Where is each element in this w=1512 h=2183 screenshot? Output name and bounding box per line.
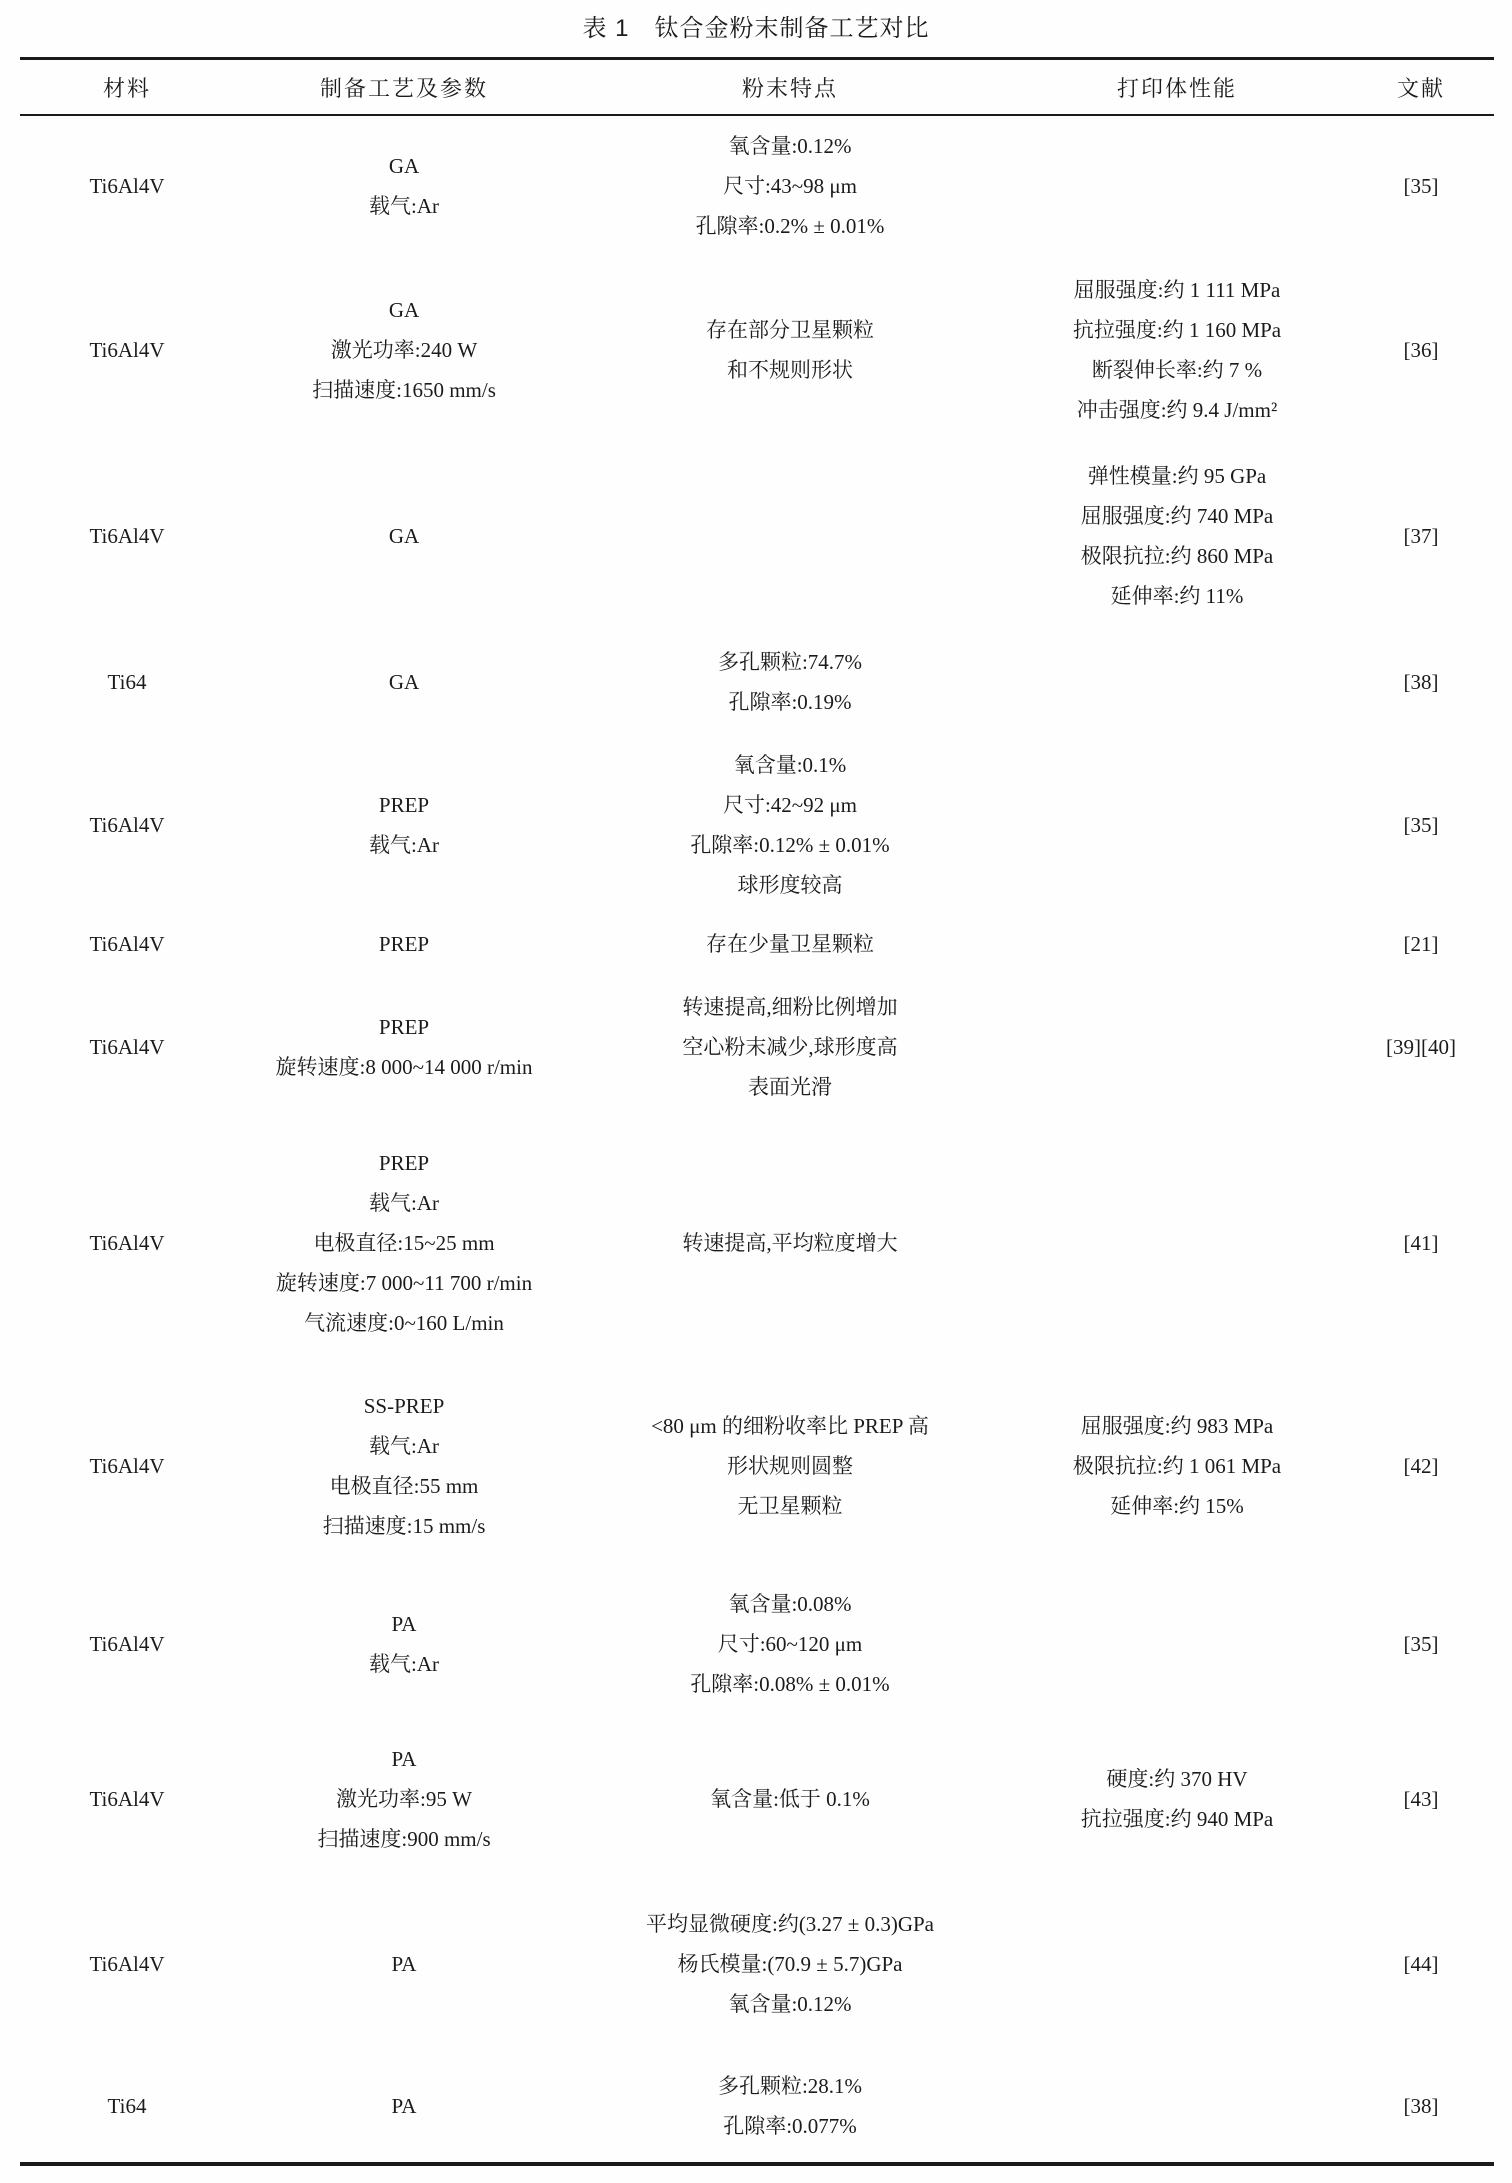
- powder-line: 尺寸:43~98 μm: [722, 174, 858, 198]
- powder-line: 杨氏模量:(70.9 ± 5.7)GPa: [677, 1951, 903, 1976]
- table-body: [20, 116, 1494, 2162]
- ref-line: [36]: [1403, 337, 1439, 362]
- process-line: PA: [391, 2093, 417, 2118]
- process-line: PA: [391, 1951, 417, 1976]
- cell-material: [20, 1779, 234, 1819]
- performance-line: 屈服强度:约 1 111 MPa: [1073, 277, 1281, 302]
- performance-line: 抗拉强度:约 1 160 MPa: [1072, 317, 1282, 342]
- cell-process: [234, 1386, 574, 1546]
- powder-line: 球形度较高: [737, 872, 843, 897]
- material-line: Ti6Al4V: [89, 523, 165, 548]
- table-row: [20, 116, 1494, 256]
- column-header-performance: 打印体性能: [1116, 75, 1237, 101]
- process-line: 激光功率:240 W: [330, 337, 478, 362]
- process-line: 扫描速度:15 mm/s: [322, 1514, 486, 1538]
- powder-line: 氧含量:低于 0.1%: [710, 1787, 870, 1811]
- table-row: [20, 256, 1494, 443]
- performance-line: 屈服强度:约 740 MPa: [1080, 503, 1274, 528]
- cell-material: [20, 1223, 234, 1263]
- cell-material: [20, 1944, 234, 1984]
- table-row: [20, 973, 1494, 1121]
- powder-line: 氧含量:0.12%: [728, 134, 852, 158]
- table-row: [20, 1878, 1494, 2049]
- process-line: 扫描速度:1650 mm/s: [312, 377, 496, 402]
- ref-line: [44]: [1403, 1951, 1439, 1976]
- material-line: Ti6Al4V: [89, 1787, 165, 1811]
- material-line: Ti6Al4V: [89, 812, 165, 837]
- ref-line: [38]: [1403, 2093, 1439, 2118]
- cell-process: [234, 662, 574, 702]
- cell-material: [20, 1027, 234, 1067]
- cell-material: [20, 662, 234, 702]
- material-line: Ti6Al4V: [89, 1454, 165, 1478]
- powder-line: 空心粉末减少,球形度高: [682, 1035, 898, 1059]
- material-line: Ti6Al4V: [89, 1951, 165, 1976]
- cell-process: [234, 1007, 574, 1087]
- process-line: 气流速度:0~160 L/min: [304, 1310, 504, 1335]
- cell-process: [234, 2086, 574, 2126]
- cell-material: [20, 2086, 234, 2126]
- cell-performance: [1006, 456, 1348, 616]
- cell-powder: [574, 924, 1006, 964]
- material-line: Ti64: [107, 669, 147, 694]
- table-row: [20, 628, 1494, 735]
- performance-line: 冲击强度:约 9.4 J/mm²: [1076, 397, 1278, 422]
- cell-material: [20, 516, 234, 556]
- process-line: 旋转速度:8 000~14 000 r/min: [275, 1055, 533, 1079]
- process-line: PREP: [378, 792, 430, 817]
- powder-line: 氧含量:0.1%: [733, 752, 847, 777]
- cell-ref: [1348, 1446, 1494, 1486]
- cell-ref: [1348, 1223, 1494, 1263]
- material-line: Ti6Al4V: [89, 174, 165, 198]
- powder-line: 孔隙率:0.077%: [723, 2113, 857, 2138]
- cell-material: [20, 330, 234, 370]
- cell-ref: [1348, 166, 1494, 206]
- ref-line: [42]: [1403, 1454, 1439, 1478]
- performance-line: 屈服强度:约 983 MPa: [1080, 1414, 1274, 1438]
- process-line: 载气:Ar: [369, 832, 439, 857]
- powder-line: 多孔颗粒:28.1%: [717, 2073, 863, 2098]
- cell-process: [234, 1604, 574, 1684]
- cell-powder: [574, 642, 1006, 722]
- cell-performance: [1006, 270, 1348, 430]
- ref-line: [38]: [1403, 669, 1439, 694]
- cell-performance: [1006, 1759, 1348, 1839]
- cell-ref: [1348, 2086, 1494, 2126]
- process-line: 旋转速度:7 000~11 700 r/min: [275, 1270, 533, 1295]
- cell-powder: [574, 987, 1006, 1107]
- comparison-table: [20, 57, 1494, 2166]
- ref-line: [35]: [1403, 1632, 1439, 1656]
- powder-line: 孔隙率:0.2% ± 0.01%: [695, 214, 885, 238]
- process-line: PA: [391, 1747, 417, 1771]
- material-line: Ti6Al4V: [89, 337, 165, 362]
- table-row: [20, 735, 1494, 914]
- process-line: GA: [388, 297, 420, 322]
- cell-ref: [1348, 924, 1494, 964]
- process-line: GA: [388, 154, 420, 178]
- column-header-powder: 粉末特点: [741, 75, 838, 101]
- process-line: SS-PREP: [363, 1394, 445, 1418]
- cell-ref: [1348, 1944, 1494, 1984]
- table-row: [20, 1121, 1494, 1364]
- cell-powder: [574, 2066, 1006, 2146]
- ref-line: [21]: [1403, 931, 1439, 956]
- table-bottom-rule: [20, 2162, 1494, 2166]
- performance-line: 断裂伸长率:约 7 %: [1091, 357, 1263, 382]
- table-caption: 表 1 钛合金粉末制备工艺对比: [582, 15, 930, 42]
- cell-process: [234, 146, 574, 226]
- powder-line: 多孔颗粒:74.7%: [717, 649, 863, 674]
- cell-ref: [1348, 1027, 1494, 1067]
- performance-line: 弹性模量:约 95 GPa: [1087, 463, 1267, 488]
- powder-line: 氧含量:0.08%: [728, 1592, 852, 1616]
- process-line: 扫描速度:900 mm/s: [317, 1827, 491, 1851]
- powder-line: 尺寸:60~120 μm: [717, 1632, 863, 1656]
- material-line: Ti6Al4V: [89, 931, 165, 956]
- powder-line: 孔隙率:0.12% ± 0.01%: [690, 832, 890, 857]
- table-row: [20, 2049, 1494, 2162]
- process-line: PREP: [378, 1015, 430, 1039]
- process-line: 激光功率:95 W: [336, 1787, 472, 1811]
- material-line: Ti6Al4V: [89, 1035, 165, 1059]
- performance-line: 硬度:约 370 HV: [1106, 1767, 1248, 1791]
- powder-line: 存在少量卫星颗粒: [706, 931, 874, 956]
- ref-line: [39][40]: [1386, 1035, 1456, 1059]
- powder-line: 和不规则形状: [727, 357, 853, 382]
- powder-line: 存在部分卫星颗粒: [706, 317, 874, 342]
- process-line: PREP: [378, 931, 430, 956]
- cell-powder: [574, 1584, 1006, 1704]
- process-line: 载气:Ar: [369, 194, 439, 218]
- powder-line: 形状规则圆整: [727, 1454, 853, 1478]
- cell-ref: [1348, 662, 1494, 702]
- ref-line: [35]: [1403, 812, 1439, 837]
- cell-powder: [574, 310, 1006, 390]
- process-line: PA: [391, 1612, 417, 1636]
- table-row: [20, 1364, 1494, 1568]
- table-row: [20, 443, 1494, 628]
- powder-line: 无卫星颗粒: [737, 1494, 843, 1518]
- ref-line: [37]: [1403, 523, 1439, 548]
- cell-ref: [1348, 516, 1494, 556]
- performance-line: 延伸率:约 15%: [1110, 1494, 1244, 1518]
- ref-line: [35]: [1403, 174, 1439, 198]
- table-row: [20, 1720, 1494, 1878]
- cell-process: [234, 785, 574, 865]
- cell-ref: [1348, 330, 1494, 370]
- cell-ref: [1348, 1624, 1494, 1664]
- powder-line: 转速提高,细粉比例增加: [682, 995, 898, 1019]
- ref-line: [41]: [1403, 1230, 1439, 1255]
- column-header-process: 制备工艺及参数: [319, 75, 488, 101]
- cell-material: [20, 924, 234, 964]
- cell-powder: [574, 1406, 1006, 1526]
- powder-line: 表面光滑: [748, 1075, 832, 1099]
- cell-process: [234, 290, 574, 410]
- performance-line: 延伸率:约 11%: [1110, 583, 1244, 608]
- process-line: 电极直径:55 mm: [329, 1474, 479, 1498]
- performance-line: 极限抗拉:约 860 MPa: [1080, 543, 1274, 568]
- performance-line: 极限抗拉:约 1 061 MPa: [1072, 1454, 1282, 1478]
- cell-material: [20, 166, 234, 206]
- table-header-row: [20, 60, 1494, 114]
- process-line: 电极直径:15~25 mm: [313, 1230, 495, 1255]
- cell-ref: [1348, 1779, 1494, 1819]
- column-header-reference: 文献: [1396, 75, 1445, 101]
- powder-line: 氧含量:0.12%: [728, 1991, 852, 2016]
- cell-powder: [574, 1223, 1006, 1263]
- powder-line: <80 μm 的细粉收率比 PREP 高: [651, 1414, 929, 1438]
- table-row: [20, 914, 1494, 973]
- cell-powder: [574, 126, 1006, 246]
- process-line: 载气:Ar: [369, 1434, 439, 1458]
- material-line: Ti6Al4V: [89, 1230, 165, 1255]
- process-line: GA: [388, 669, 420, 694]
- cell-material: [20, 805, 234, 845]
- cell-process: [234, 924, 574, 964]
- powder-line: 孔隙率:0.19%: [728, 689, 852, 714]
- powder-line: 平均显微硬度:约(3.27 ± 0.3)GPa: [645, 1911, 934, 1936]
- cell-ref: [1348, 805, 1494, 845]
- cell-process: [234, 1143, 574, 1343]
- performance-line: 抗拉强度:约 940 MPa: [1080, 1807, 1274, 1831]
- process-line: 载气:Ar: [369, 1652, 439, 1676]
- cell-material: [20, 1446, 234, 1486]
- table-row: [20, 1568, 1494, 1720]
- powder-line: 转速提高,平均粒度增大: [682, 1230, 898, 1255]
- cell-powder: [574, 1779, 1006, 1819]
- ref-line: [43]: [1403, 1787, 1439, 1811]
- process-line: GA: [388, 523, 420, 548]
- cell-performance: [1006, 1406, 1348, 1526]
- powder-line: 尺寸:42~92 μm: [722, 792, 858, 817]
- cell-powder: [574, 1904, 1006, 2024]
- cell-process: [234, 516, 574, 556]
- cell-powder: [574, 745, 1006, 905]
- cell-material: [20, 1624, 234, 1664]
- process-line: PREP: [378, 1150, 430, 1175]
- powder-line: 孔隙率:0.08% ± 0.01%: [690, 1672, 890, 1696]
- material-line: Ti64: [107, 2093, 147, 2118]
- cell-process: [234, 1739, 574, 1859]
- material-line: Ti6Al4V: [89, 1632, 165, 1656]
- cell-process: [234, 1944, 574, 1984]
- process-line: 载气:Ar: [369, 1190, 439, 1215]
- column-header-material: 材料: [102, 75, 151, 101]
